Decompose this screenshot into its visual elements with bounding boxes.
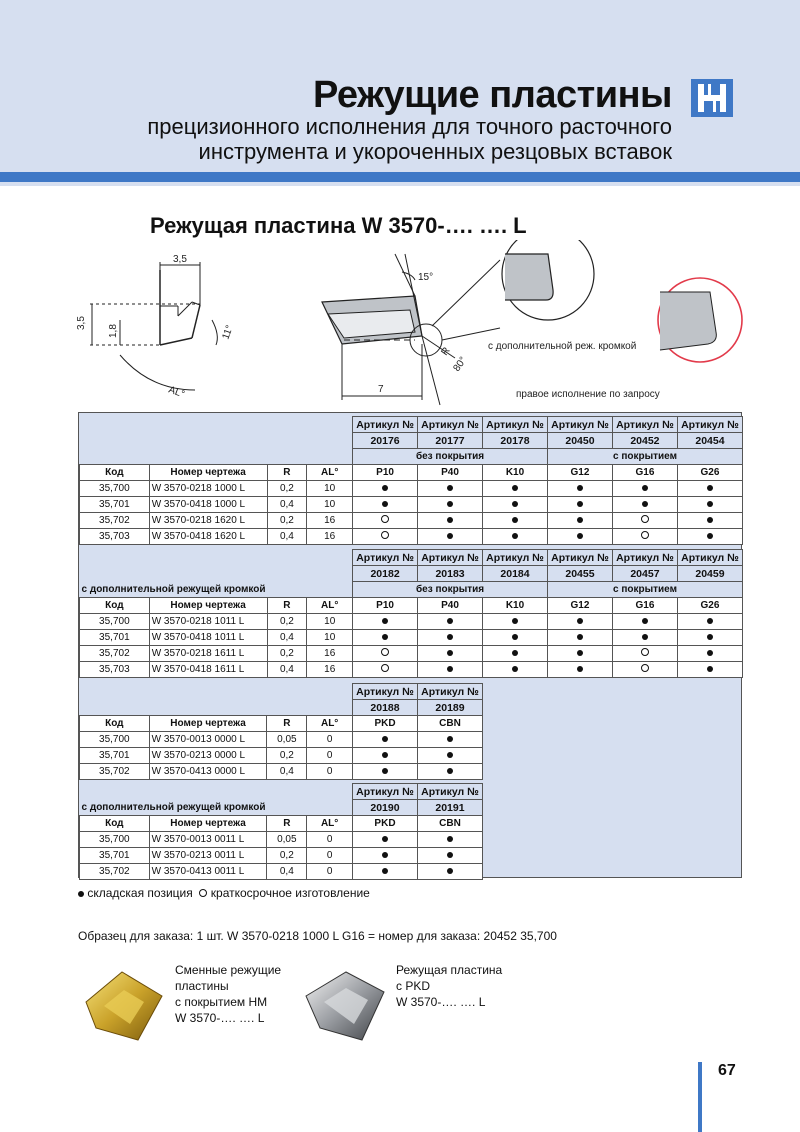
stock-dot-icon	[382, 868, 388, 874]
stock-dot-icon	[707, 533, 713, 539]
subtitle-line-2: инструмента и укороченных резцовых вставок	[198, 139, 672, 164]
art-header-3: Артикул №	[483, 417, 548, 433]
cell-r: 0,2	[267, 848, 307, 864]
cell-kod: 35,702	[80, 513, 150, 529]
cell-availability	[417, 832, 482, 848]
article-number: 20176	[353, 433, 418, 449]
section-title: Режущая пластина W 3570-…. …. L	[150, 213, 527, 238]
col-kod: Код	[80, 716, 150, 732]
cell-drawing-number: W 3570-0418 1611 L	[149, 662, 267, 678]
cell-drawing-number: W 3570-0218 1011 L	[149, 614, 267, 630]
col-r: R	[267, 816, 307, 832]
group-no-coating: без покрытия	[353, 582, 548, 598]
cell-al: 0	[307, 832, 353, 848]
cell-availability	[418, 529, 483, 545]
cell-drawing-number: W 3570-0013 0011 L	[149, 832, 267, 848]
grade: K10	[483, 598, 548, 614]
label-extra-edge-table: с дополнительной режущей кромкой	[80, 582, 353, 598]
page-number: 67	[718, 1062, 736, 1079]
cell-availability	[612, 646, 677, 662]
cell-availability	[677, 662, 742, 678]
article-number: 20183	[418, 566, 483, 582]
cell-availability	[612, 614, 677, 630]
header-stripe	[0, 172, 800, 182]
legend	[78, 886, 370, 900]
stock-dot-icon	[577, 666, 583, 672]
cell-al: 0	[307, 848, 353, 864]
dim-3-5-side: 3,5	[76, 316, 87, 330]
cell-availability	[353, 662, 418, 678]
cell-al: 0	[307, 732, 353, 748]
cell-availability	[353, 646, 418, 662]
stock-dot-icon	[577, 634, 583, 640]
cell-drawing-number: W 3570-0413 0011 L	[149, 864, 267, 880]
stock-dot-icon	[642, 501, 648, 507]
table-pkd-cbn-extra-edge	[79, 783, 483, 880]
articles-table-block	[78, 412, 742, 878]
stock-dot-icon	[577, 517, 583, 523]
cell-kod: 35,702	[80, 646, 150, 662]
stock-dot-icon	[447, 768, 453, 774]
art-header-2: Артикул №	[418, 417, 483, 433]
cell-availability	[353, 513, 418, 529]
art-header-5: Артикул №	[612, 550, 677, 566]
stock-dot-icon	[512, 517, 518, 523]
h-logo-icon	[691, 79, 733, 117]
cell-r: 0,4	[267, 630, 307, 646]
col-kod: Код	[80, 816, 150, 832]
stock-dot-icon	[382, 768, 388, 774]
cell-availability	[547, 529, 612, 545]
product-caption-1: Сменные режущие пластины с покрытием HM W 3570-…. …. L	[175, 963, 282, 1025]
cell-kod: 35,700	[80, 614, 150, 630]
grade: PKD	[353, 716, 418, 732]
cell-availability	[483, 481, 548, 497]
stock-dot-icon	[447, 634, 453, 640]
article-number: 20452	[612, 433, 677, 449]
cell-availability	[548, 630, 613, 646]
cell-drawing-number: W 3570-0413 0000 L	[149, 764, 267, 780]
grade: G26	[677, 465, 742, 481]
cell-al: 16	[307, 662, 353, 678]
cell-al: 0	[307, 764, 353, 780]
group-coated: с покрытием	[548, 582, 743, 598]
stock-dot-icon	[642, 485, 648, 491]
cell-r: 0,4	[267, 864, 307, 880]
cell-kod: 35,703	[80, 662, 150, 678]
article-number: 20184	[483, 566, 548, 582]
cell-drawing-number: W 3570-0418 1011 L	[149, 630, 267, 646]
col-al: AL°	[307, 716, 353, 732]
cell-al: 0	[307, 864, 353, 880]
col-drawing: Номер чертежа	[149, 716, 267, 732]
art-header-1: Артикул №	[353, 417, 418, 433]
stock-dot-icon	[707, 666, 713, 672]
cell-availability	[612, 481, 677, 497]
article-number: 20177	[418, 433, 483, 449]
article-number: 20457	[612, 566, 677, 582]
top-view	[322, 254, 500, 405]
cell-availability	[677, 481, 742, 497]
table-row	[80, 748, 483, 764]
art-header-2: Артикул №	[417, 684, 482, 700]
cell-drawing-number: W 3570-0218 1000 L	[149, 481, 267, 497]
cell-availability	[353, 748, 418, 764]
cell-availability	[418, 497, 483, 513]
cell-drawing-number: W 3570-0213 0000 L	[149, 748, 267, 764]
article-number: 20190	[353, 800, 418, 816]
grade: G16	[612, 598, 677, 614]
cell-availability	[483, 513, 548, 529]
short-term-ring-icon	[381, 515, 389, 523]
art-header-6: Артикул №	[677, 417, 742, 433]
art-header-2: Артикул №	[418, 550, 483, 566]
stock-dot-icon	[512, 650, 518, 656]
cell-availability	[353, 732, 418, 748]
article-number: 20191	[417, 800, 482, 816]
short-term-ring-icon	[199, 889, 207, 897]
cell-kod: 35,702	[80, 864, 150, 880]
stock-dot-icon	[512, 485, 518, 491]
cell-availability	[417, 864, 482, 880]
cell-r: 0,05	[267, 832, 307, 848]
short-term-ring-icon	[381, 648, 389, 656]
stock-dot-icon	[577, 533, 583, 539]
stock-dot-icon	[447, 517, 453, 523]
cell-r: 0,4	[267, 497, 307, 513]
stock-dot-icon	[577, 618, 583, 624]
cell-availability	[677, 497, 742, 513]
stock-dot-icon	[447, 666, 453, 672]
short-term-ring-icon	[641, 515, 649, 523]
col-kod: Код	[80, 465, 150, 481]
cell-availability	[547, 481, 612, 497]
stock-dot-icon	[447, 736, 453, 742]
cell-availability	[483, 614, 548, 630]
cell-r: 0,2	[267, 748, 307, 764]
col-kod: Код	[80, 598, 150, 614]
stock-dot-icon	[382, 618, 388, 624]
art-header-2: Артикул №	[417, 784, 482, 800]
stock-dot-icon	[382, 836, 388, 842]
stock-dot-icon	[642, 634, 648, 640]
cell-availability	[418, 662, 483, 678]
short-term-ring-icon	[641, 664, 649, 672]
product-caption-2: Режущая пластина с PKD W 3570-…. …. L	[396, 963, 503, 1009]
cell-availability	[677, 529, 742, 545]
short-term-ring-icon	[381, 664, 389, 672]
table-row	[80, 662, 743, 678]
cell-availability	[418, 513, 483, 529]
cell-al: 16	[307, 529, 353, 545]
stock-dot-icon	[707, 501, 713, 507]
cell-al: 0	[307, 748, 353, 764]
grade: CBN	[417, 716, 482, 732]
grade: CBN	[417, 816, 482, 832]
cell-availability	[677, 646, 742, 662]
stock-dot-icon	[577, 501, 583, 507]
article-number: 20454	[677, 433, 742, 449]
table-standard	[79, 416, 743, 545]
col-al: AL°	[307, 816, 353, 832]
cell-availability	[547, 497, 612, 513]
short-term-ring-icon	[381, 531, 389, 539]
table-row	[80, 864, 483, 880]
stock-dot-icon	[382, 752, 388, 758]
art-header-1: Артикул №	[353, 784, 418, 800]
stock-dot-icon	[78, 891, 84, 897]
cell-kod: 35,700	[80, 832, 150, 848]
cell-availability	[353, 848, 418, 864]
cell-availability	[418, 481, 483, 497]
cell-availability	[483, 529, 548, 545]
cell-drawing-number: W 3570-0218 1611 L	[149, 646, 267, 662]
cell-drawing-number: W 3570-0218 1620 L	[149, 513, 267, 529]
stock-dot-icon	[447, 618, 453, 624]
cell-availability	[483, 497, 548, 513]
stock-dot-icon	[447, 501, 453, 507]
art-header-6: Артикул №	[677, 550, 742, 566]
stock-dot-icon	[447, 485, 453, 491]
stock-dot-icon	[447, 533, 453, 539]
cell-al: 10	[307, 614, 353, 630]
gold-insert-photo-icon	[78, 962, 166, 1050]
page-subtitle	[147, 114, 672, 164]
table-row	[80, 481, 743, 497]
cell-availability	[353, 481, 418, 497]
grade: P40	[418, 465, 483, 481]
angle-11: 11°	[220, 323, 236, 342]
cell-kod: 35,703	[80, 529, 150, 545]
cell-kod: 35,700	[80, 732, 150, 748]
page-number-bar	[698, 1062, 702, 1132]
col-r: R	[267, 465, 307, 481]
stock-dot-icon	[707, 650, 713, 656]
cell-al: 16	[307, 513, 353, 529]
table-row	[80, 646, 743, 662]
table-row	[80, 848, 483, 864]
table-row	[80, 630, 743, 646]
table-extra-edge	[79, 549, 743, 678]
art-header-3: Артикул №	[483, 550, 548, 566]
art-header-5: Артикул №	[612, 417, 677, 433]
col-drawing: Номер чертежа	[149, 465, 267, 481]
stock-dot-icon	[512, 634, 518, 640]
grade: K10	[483, 465, 548, 481]
col-r: R	[267, 716, 307, 732]
cell-drawing-number: W 3570-0418 1000 L	[149, 497, 267, 513]
cell-availability	[548, 614, 613, 630]
cell-availability	[677, 614, 742, 630]
article-number: 20182	[353, 566, 418, 582]
table-row	[80, 732, 483, 748]
legend-short: краткосрочное изготовление	[210, 886, 370, 900]
cell-r: 0,4	[267, 764, 307, 780]
col-al: AL°	[307, 598, 353, 614]
label-extra-edge-table: с дополнительной режущей кромкой	[80, 800, 353, 816]
stock-dot-icon	[642, 618, 648, 624]
dim-1-8: 1,8	[108, 324, 119, 338]
cell-availability	[612, 630, 677, 646]
grade: PKD	[353, 816, 418, 832]
detail-view-2	[658, 278, 742, 362]
stock-dot-icon	[707, 485, 713, 491]
grade: G26	[677, 598, 742, 614]
cell-kod: 35,702	[80, 764, 150, 780]
col-al: AL°	[307, 465, 353, 481]
cell-availability	[612, 529, 677, 545]
page-title: Режущие пластины	[313, 74, 672, 116]
cell-availability	[677, 630, 742, 646]
group-no-coating: без покрытия	[353, 449, 548, 465]
cell-kod: 35,701	[80, 497, 150, 513]
dim-3-5-top: 3,5	[173, 254, 187, 265]
grade: P40	[418, 598, 483, 614]
cell-al: 10	[307, 630, 353, 646]
cell-r: 0,4	[267, 529, 307, 545]
cell-availability	[417, 732, 482, 748]
cell-availability	[353, 529, 418, 545]
angle-al: AL°	[166, 384, 186, 401]
cell-availability	[483, 662, 548, 678]
article-number: 20459	[677, 566, 742, 582]
art-header-4: Артикул №	[548, 550, 613, 566]
grade: P10	[353, 598, 418, 614]
cell-kod: 35,700	[80, 481, 150, 497]
stock-dot-icon	[707, 634, 713, 640]
table-row	[80, 614, 743, 630]
stock-dot-icon	[577, 650, 583, 656]
cell-drawing-number: W 3570-0418 1620 L	[149, 529, 267, 545]
stock-dot-icon	[382, 501, 388, 507]
cell-availability	[417, 764, 482, 780]
stock-dot-icon	[512, 501, 518, 507]
cell-r: 0,2	[267, 513, 307, 529]
subtitle-line-1: прецизионного исполнения для точного расточного	[147, 114, 672, 139]
cell-availability	[353, 832, 418, 848]
art-header-1: Артикул №	[353, 684, 418, 700]
col-r: R	[267, 598, 307, 614]
silver-insert-photo-icon	[300, 962, 388, 1050]
article-number: 20455	[548, 566, 613, 582]
cell-availability	[353, 764, 418, 780]
angle-15: 15°	[418, 272, 434, 283]
cell-availability	[483, 646, 548, 662]
table-row	[80, 529, 743, 545]
table-row	[80, 832, 483, 848]
label-right-version: правое исполнение по запросу	[516, 389, 660, 400]
insert-technical-drawing	[60, 240, 750, 410]
table-row	[80, 513, 743, 529]
stock-dot-icon	[382, 852, 388, 858]
stock-dot-icon	[447, 868, 453, 874]
stock-dot-icon	[382, 634, 388, 640]
stock-dot-icon	[512, 533, 518, 539]
stock-dot-icon	[447, 752, 453, 758]
cell-availability	[548, 646, 613, 662]
stock-dot-icon	[382, 736, 388, 742]
cell-al: 16	[307, 646, 353, 662]
cell-drawing-number: W 3570-0013 0000 L	[149, 732, 267, 748]
cell-drawing-number: W 3570-0213 0011 L	[149, 848, 267, 864]
cell-availability	[353, 864, 418, 880]
art-header-1: Артикул №	[353, 550, 418, 566]
cell-availability	[418, 646, 483, 662]
col-drawing: Номер чертежа	[149, 598, 267, 614]
stock-dot-icon	[382, 485, 388, 491]
stock-dot-icon	[577, 485, 583, 491]
stock-dot-icon	[512, 666, 518, 672]
table-row	[80, 764, 483, 780]
article-number: 20189	[417, 700, 482, 716]
grade: G16	[612, 465, 677, 481]
cell-availability	[353, 497, 418, 513]
cell-availability	[548, 662, 613, 678]
cell-r: 0,4	[267, 662, 307, 678]
grade: G12	[547, 465, 612, 481]
cell-r: 0,2	[267, 614, 307, 630]
cell-al: 10	[307, 497, 353, 513]
short-term-ring-icon	[641, 531, 649, 539]
grade: G12	[548, 598, 613, 614]
stock-dot-icon	[512, 618, 518, 624]
order-example: Образец для заказа: 1 шт. W 3570-0218 1000 L G16 = номер для заказа: 20452 35,700	[78, 929, 557, 943]
angle-80: 80°	[451, 355, 470, 374]
cell-availability	[353, 614, 418, 630]
cell-kod: 35,701	[80, 848, 150, 864]
cell-availability	[612, 513, 677, 529]
legend-stock: складская позиция	[87, 886, 193, 900]
cell-availability	[417, 748, 482, 764]
art-header-4: Артикул №	[547, 417, 612, 433]
article-number: 20178	[483, 433, 548, 449]
cell-availability	[483, 630, 548, 646]
stock-dot-icon	[447, 650, 453, 656]
detail-view-1	[502, 240, 594, 320]
label-extra-edge: с дополнительной реж. кромкой	[488, 341, 637, 352]
cell-availability	[612, 662, 677, 678]
table-row	[80, 497, 743, 513]
grade: P10	[353, 465, 418, 481]
cell-kod: 35,701	[80, 748, 150, 764]
stock-dot-icon	[707, 618, 713, 624]
cell-r: 0,2	[267, 646, 307, 662]
cell-availability	[353, 630, 418, 646]
cell-availability	[418, 630, 483, 646]
col-drawing: Номер чертежа	[149, 816, 267, 832]
cell-al: 10	[307, 481, 353, 497]
cell-availability	[547, 513, 612, 529]
table-pkd-cbn	[79, 683, 483, 780]
cell-kod: 35,701	[80, 630, 150, 646]
stock-dot-icon	[447, 836, 453, 842]
cell-availability	[418, 614, 483, 630]
cell-availability	[417, 848, 482, 864]
cell-r: 0,2	[267, 481, 307, 497]
cell-availability	[612, 497, 677, 513]
dim-r: R	[439, 345, 453, 358]
article-number: 20188	[353, 700, 418, 716]
cell-r: 0,05	[267, 732, 307, 748]
group-coated: с покрытием	[547, 449, 742, 465]
article-number: 20450	[547, 433, 612, 449]
dim-7: 7	[378, 384, 384, 395]
short-term-ring-icon	[641, 648, 649, 656]
cell-availability	[677, 513, 742, 529]
stock-dot-icon	[447, 852, 453, 858]
stock-dot-icon	[707, 517, 713, 523]
